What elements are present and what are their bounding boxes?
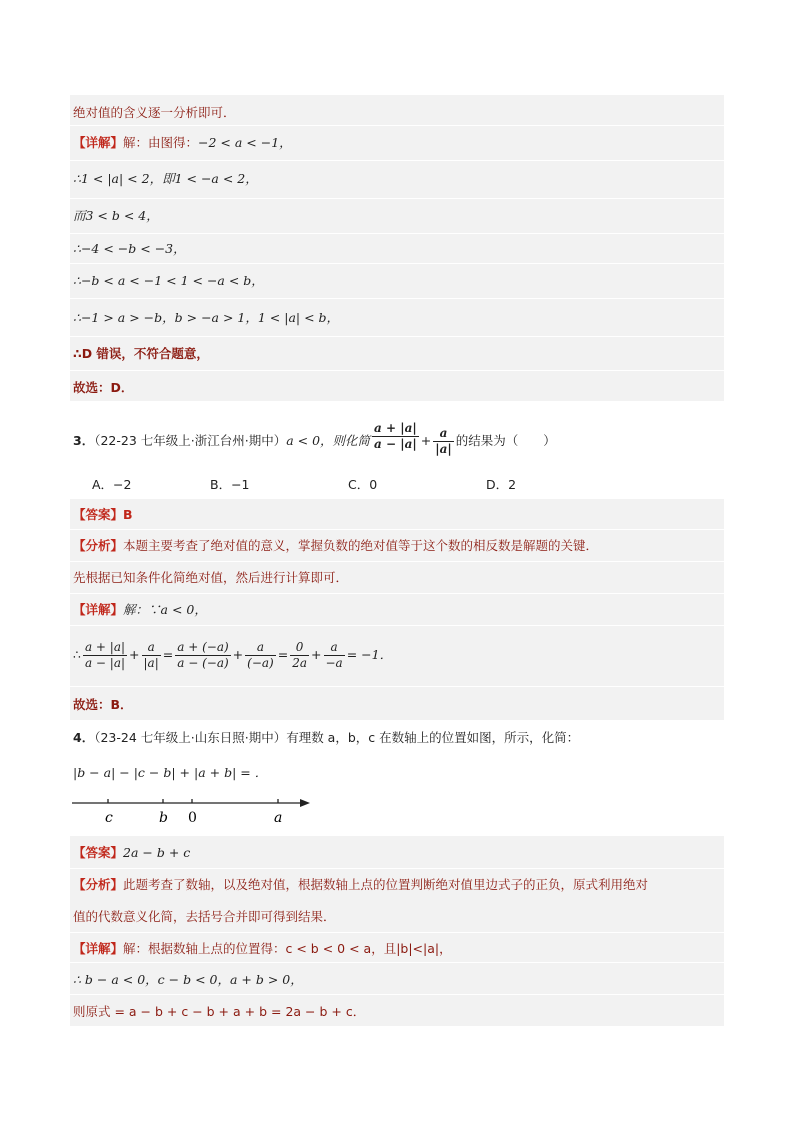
q3-answer-line: [73, 506, 133, 524]
q4-detail-line: [73, 940, 452, 958]
fraction-numerator: a + |a|: [374, 421, 417, 435]
option-a: A．−2: [92, 477, 132, 492]
divider: [70, 198, 724, 199]
answer-value: B: [123, 507, 133, 522]
analysis-tag: 【分析】: [73, 877, 124, 892]
prev-detail-line: [73, 134, 292, 152]
fraction-numerator: a: [324, 640, 345, 656]
fraction-denominator: |a|: [143, 656, 159, 670]
divider: [70, 932, 724, 933]
question-number: 3．: [73, 433, 95, 448]
q3-calc-line: ∴ $\frac{a + |a|}{a - |a|}$ + $\frac{a}{|a|}$ = $\frac{a + (-a)}{a - (-a)}$ + $\frac{a}{(-a)}$ = $\frac{0}{2a}$ + $\frac{a}{-a}$ = −1．: [73, 640, 393, 670]
fraction-numerator: a: [433, 426, 454, 442]
prev-line-4: 而3 < b < 4，: [73, 208, 159, 223]
divider: [70, 686, 724, 687]
fraction-numerator: a: [142, 640, 161, 656]
q4-solution-block: [70, 836, 724, 1026]
analysis-text: 本题主要考查了绝对值的意义，掌握负数的绝对值等于这个数的相反数是解题的关键．: [123, 538, 599, 553]
prev-line-1: 绝对值的含义逐一分析即可．: [73, 105, 236, 120]
q4-answer-line: [73, 844, 190, 862]
detail-tag: 【详解】: [73, 135, 124, 150]
question-number: 4．: [73, 730, 95, 745]
question-condition: a < 0，则化简: [286, 433, 371, 448]
divider: [70, 962, 724, 963]
divider: [70, 593, 724, 594]
question-3-stem: [73, 421, 556, 457]
prev-line-6: ∴−b < a < −1 < 1 < −a < b，: [73, 273, 264, 288]
fraction-denominator: a − |a|: [84, 656, 126, 670]
divider: [70, 233, 724, 234]
fraction: [175, 640, 230, 671]
fraction-denominator: (−a): [247, 656, 274, 670]
q4-analysis-line-2: 值的代数意义化简，去括号合并即可得到结果．: [73, 909, 336, 924]
fraction: [290, 640, 309, 671]
fraction: [433, 426, 454, 457]
detail-text: 解：∵a < 0，: [123, 602, 207, 617]
answer-tag: 【答案】: [73, 507, 124, 522]
fraction-denominator: a − (−a): [177, 656, 229, 670]
divider: [70, 529, 724, 530]
question-4-expression: |b − a| − |c − b| + |a + b| = ．: [73, 765, 268, 780]
divider: [70, 625, 724, 626]
prev-line-9: 故选：D．: [73, 380, 134, 395]
q3-analysis-line-2: 先根据已知条件化简绝对值，然后进行计算即可．: [73, 570, 349, 585]
analysis-tag: 【分析】: [73, 538, 124, 553]
divider: [70, 298, 724, 299]
divider: [70, 263, 724, 264]
therefore-sign: ∴: [73, 647, 81, 662]
q4-detail-line-3: 则原式 = a − b + c − b + a + b = 2a − b + c．: [73, 1004, 366, 1019]
fraction-numerator: a: [245, 640, 276, 656]
fraction: [372, 421, 419, 452]
prev-line-5: ∴−4 < −b < −3，: [73, 241, 186, 256]
q3-analysis-line: [73, 537, 598, 555]
detail-tag: 【详解】: [73, 941, 124, 956]
question-4-stem: [73, 729, 579, 747]
fraction-denominator: a − |a|: [374, 437, 417, 451]
divider: [70, 561, 724, 562]
option-c: C．0: [348, 477, 378, 492]
divider: [70, 336, 724, 337]
answer-value: 2a − b + c: [123, 845, 191, 860]
divider: [70, 994, 724, 995]
calc-result: = −1．: [346, 647, 393, 662]
answer-tag: 【答案】: [73, 845, 124, 860]
detail-math: −2 < a < −1，: [198, 135, 292, 150]
q4-analysis-line: [73, 876, 648, 894]
label-0: 0: [188, 810, 197, 826]
q3-choose-line: 故选：B．: [73, 697, 133, 712]
fraction: [245, 640, 276, 671]
divider: [70, 125, 724, 126]
q4-detail-line-2: ∴ b − a < 0，c − b < 0，a + b > 0，: [73, 972, 303, 987]
q3-detail-line: [73, 601, 207, 619]
detail-text: 解：根据数轴上点的位置得：c < b < 0 < a，且|b|<|a|，: [123, 941, 452, 956]
fraction-denominator: −a: [325, 656, 343, 670]
fraction: [83, 640, 127, 671]
fraction: [324, 640, 345, 671]
detail-text: 解：由图得：: [123, 135, 199, 150]
detail-tag: 【详解】: [73, 602, 124, 617]
analysis-text: 此题考查了数轴，以及绝对值，根据数轴上点的位置判断绝对值里边式子的正负，原式利用绝对: [123, 877, 649, 892]
prev-line-8: ∴D 错误，不符合题意，: [73, 346, 209, 361]
question-source: （23-24 七年级上·山东日照·期中）: [94, 730, 287, 745]
prev-line-3: ∴1 < |a| < 2，即1 < −a < 2，: [73, 171, 258, 186]
label-c: c: [105, 810, 113, 826]
fraction-numerator: a + (−a): [177, 640, 229, 654]
number-line: [70, 792, 320, 828]
option-b: B．−1: [210, 477, 250, 492]
arrow-icon: [300, 799, 310, 807]
label-a: a: [274, 810, 283, 826]
divider: [70, 868, 724, 869]
plus-sign: +: [420, 433, 432, 448]
fraction-denominator: 2a: [292, 656, 308, 670]
prev-line-7: ∴−1 > a > −b，b > −a > 1，1 < |a| < b，: [73, 310, 340, 325]
fraction-numerator: a + |a|: [84, 640, 126, 654]
fraction-numerator: 0: [290, 640, 309, 656]
fraction: [142, 640, 161, 671]
divider: [70, 160, 724, 161]
fraction-denominator: |a|: [435, 442, 452, 456]
option-d: D．2: [486, 477, 517, 492]
label-b: b: [159, 810, 168, 826]
question-source: （22-23 七年级上·浙江台州·期中）: [94, 433, 287, 448]
question-text: 有理数 a，b，c 在数轴上的位置如图，所示，化简：: [286, 730, 580, 745]
question-tail: 的结果为（ ）: [455, 433, 556, 448]
divider: [70, 370, 724, 371]
